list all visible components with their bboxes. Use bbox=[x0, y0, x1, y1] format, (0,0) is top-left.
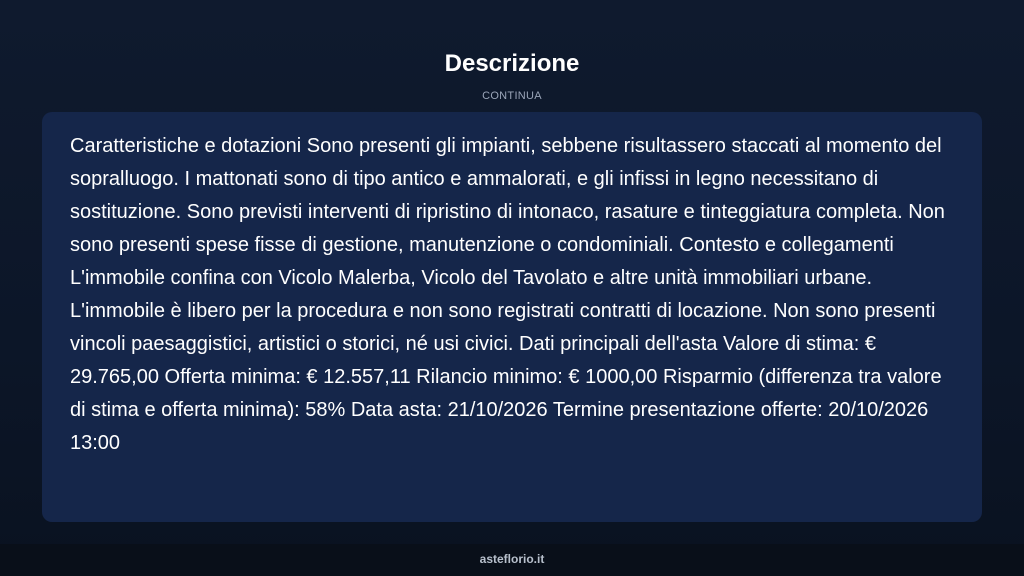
page-title: Descrizione bbox=[444, 50, 580, 77]
continue-label[interactable]: CONTINUA bbox=[482, 90, 542, 102]
footer-site-name: asteflorio.it bbox=[0, 544, 1024, 576]
description-card bbox=[42, 112, 982, 522]
description-text: Caratteristiche e dotazioni Sono presenti gli impianti, sebbene risultassero staccati al momento del sopralluogo. I mattonati sono di tipo antico e ammalorati, e gli infissi in legno necessitano di sostituzione. Sono previsti interventi di ripristino di intonaco, rasature e tinteggiatura completa. Non sono presenti spese fisse di gestione, manutenzione o condominiali. Contesto e collegamenti L'immobile confina con Vicolo Malerba, Vicolo del Tavolato e altre unità immobiliari urbane. L'immobile è libero per la procedura e non sono registrati contratti di locazione. Non sono presenti vincoli paesaggistici, artistici o storici, né usi civici. Dati principali dell'asta Valore di stima: € 29.765,00 Offerta minima: € 12.557,11 Rilancio minimo: € 1000,00 Risparmio (differenza tra valore di stima e offerta minima): 58% Data asta: 21/10/2026 Termine presentazione offerte: 20/10/2026 13:00 bbox=[70, 135, 945, 454]
